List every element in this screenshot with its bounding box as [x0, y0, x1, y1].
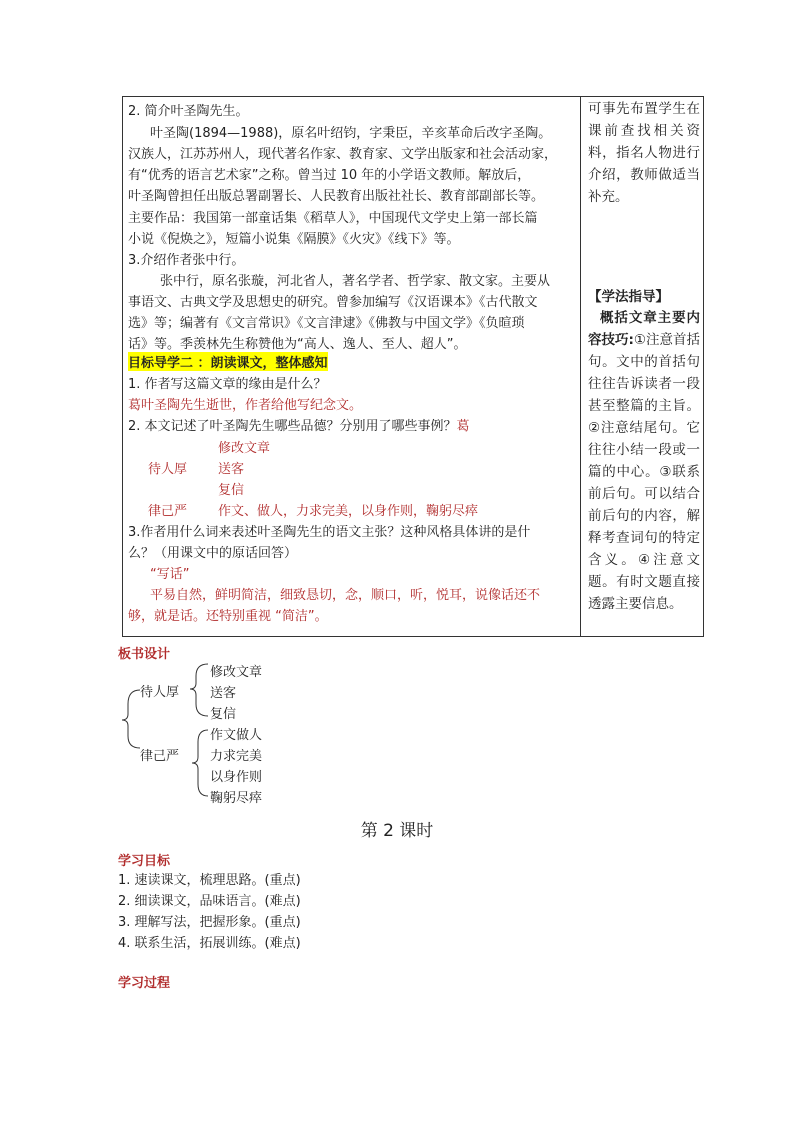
lesson-title: 第 2 课时 — [360, 821, 434, 841]
question: 么？（用课文中的原话回答） — [128, 546, 298, 561]
method-title: 【学法指导】 — [588, 289, 669, 305]
goal-item: 2. 细读课文，品味语言。(难点) — [118, 894, 301, 909]
board-trait: 待人厚 — [140, 685, 180, 700]
process-heading: 学习过程 — [118, 976, 171, 991]
side-note: 可事先布置学生在课前查找相关资料，指名人物进行介绍，教师做适当补充。 — [588, 101, 700, 205]
board-trait: 律己严 — [140, 749, 180, 764]
answer: “写话” — [150, 567, 190, 582]
text-line: 2. 简介叶圣陶先生。 — [128, 104, 249, 119]
board-item: 作文做人 — [210, 728, 263, 743]
question: 1. 作者写这篇文章的缘由是什么？ — [128, 377, 327, 392]
text-line: 话》等。季羡林先生称赞他为“高人、逸人、至人、超人”。 — [128, 337, 467, 352]
text-line: 叶圣陶曾担任出版总署副署长、人民教育出版社社长、教育部副部长等。 — [128, 189, 545, 204]
board-item: 送客 — [210, 686, 237, 701]
answer: 够，就是话。还特别重视 “简洁”。 — [128, 609, 328, 624]
example: 作文、做人，力求完美，以身作则，鞠躬尽瘁 — [218, 504, 479, 519]
board-item: 鞠躬尽瘁 — [210, 791, 263, 806]
method-text: ①注意首括句。文中的首括句往往告诉读者一段甚至整篇的主旨。②注意结尾句。它往往小结一段或一篇的中心。③联系前后句。可以结合前后句的内容，解释考查词句的特定含义。④注意文题。有时文题直接透露主要信息。 — [588, 332, 701, 612]
goal-item: 3. 理解写法，把握形象。(重点) — [118, 915, 301, 930]
goal-item: 4. 联系生活，拓展训练。(难点) — [118, 936, 301, 951]
text-line: 汉族人，江苏苏州人，现代著名作家、教育家、文学出版家和社会活动家， — [128, 147, 558, 162]
method-subtitle: 概括文章主要内容技巧: — [588, 310, 700, 348]
board-item: 复信 — [210, 707, 237, 722]
trait: 律己严 — [148, 504, 188, 519]
text-line: 选》等；编著有《文言常识》《文言津逮》《佛教与中国文学》《负暄琐 — [128, 316, 525, 331]
text-line: 主要作品：我国第一部童话集《稻草人》，中国现代文学史上第一部长篇 — [128, 211, 538, 226]
question-tail: 葛 — [456, 419, 470, 434]
board-item: 力求完美 — [210, 749, 263, 764]
answer: 葛叶圣陶先生逝世，作者给他写纪念文。 — [128, 398, 363, 413]
board-item: 修改文章 — [210, 665, 263, 680]
answer: 平易自然，鲜明简洁，细致恳切，念，顺口，听，悦耳，说像话还不 — [150, 588, 541, 603]
example: 送客 — [218, 462, 245, 477]
goals-heading: 学习目标 — [118, 854, 171, 869]
trait: 待人厚 — [148, 462, 188, 477]
goal-heading: 目标导学二 ：朗读课文，整体感知 — [128, 352, 328, 371]
goal-item: 1. 速读课文，梳理思路。(重点) — [118, 873, 301, 888]
text-line: 张中行，原名张璇，河北省人，著名学者、哲学家、散文家。主要从 — [160, 274, 551, 289]
text-line: 小说《倪焕之》，短篇小说集《隔膜》《火灾》《线下》等。 — [128, 232, 460, 247]
question-text: 2. 本文记述了叶圣陶先生哪些品德？分别用了哪些事例？ — [128, 419, 457, 434]
text-line: 3.介绍作者张中行。 — [128, 253, 245, 268]
example: 复信 — [218, 483, 245, 498]
text-line: 叶圣陶(1894—1988)，原名叶绍钧，字秉臣，辛亥革命后改字圣陶。 — [150, 126, 552, 141]
board-item: 以身作则 — [210, 770, 263, 785]
text-line: 事语文、古典文学及思想史的研究。曾参加编写《汉语课本》《古代散文 — [128, 295, 538, 310]
question: 3.作者用什么词来表述叶圣陶先生的语文主张？这种风格具体讲的是什 — [128, 525, 531, 540]
board-heading: 板书设计 — [118, 647, 171, 662]
example: 修改文章 — [218, 441, 271, 456]
text-line: 有“优秀的语言艺术家”之称。曾当过 10 年的小学语文教师。解放后， — [128, 168, 531, 183]
